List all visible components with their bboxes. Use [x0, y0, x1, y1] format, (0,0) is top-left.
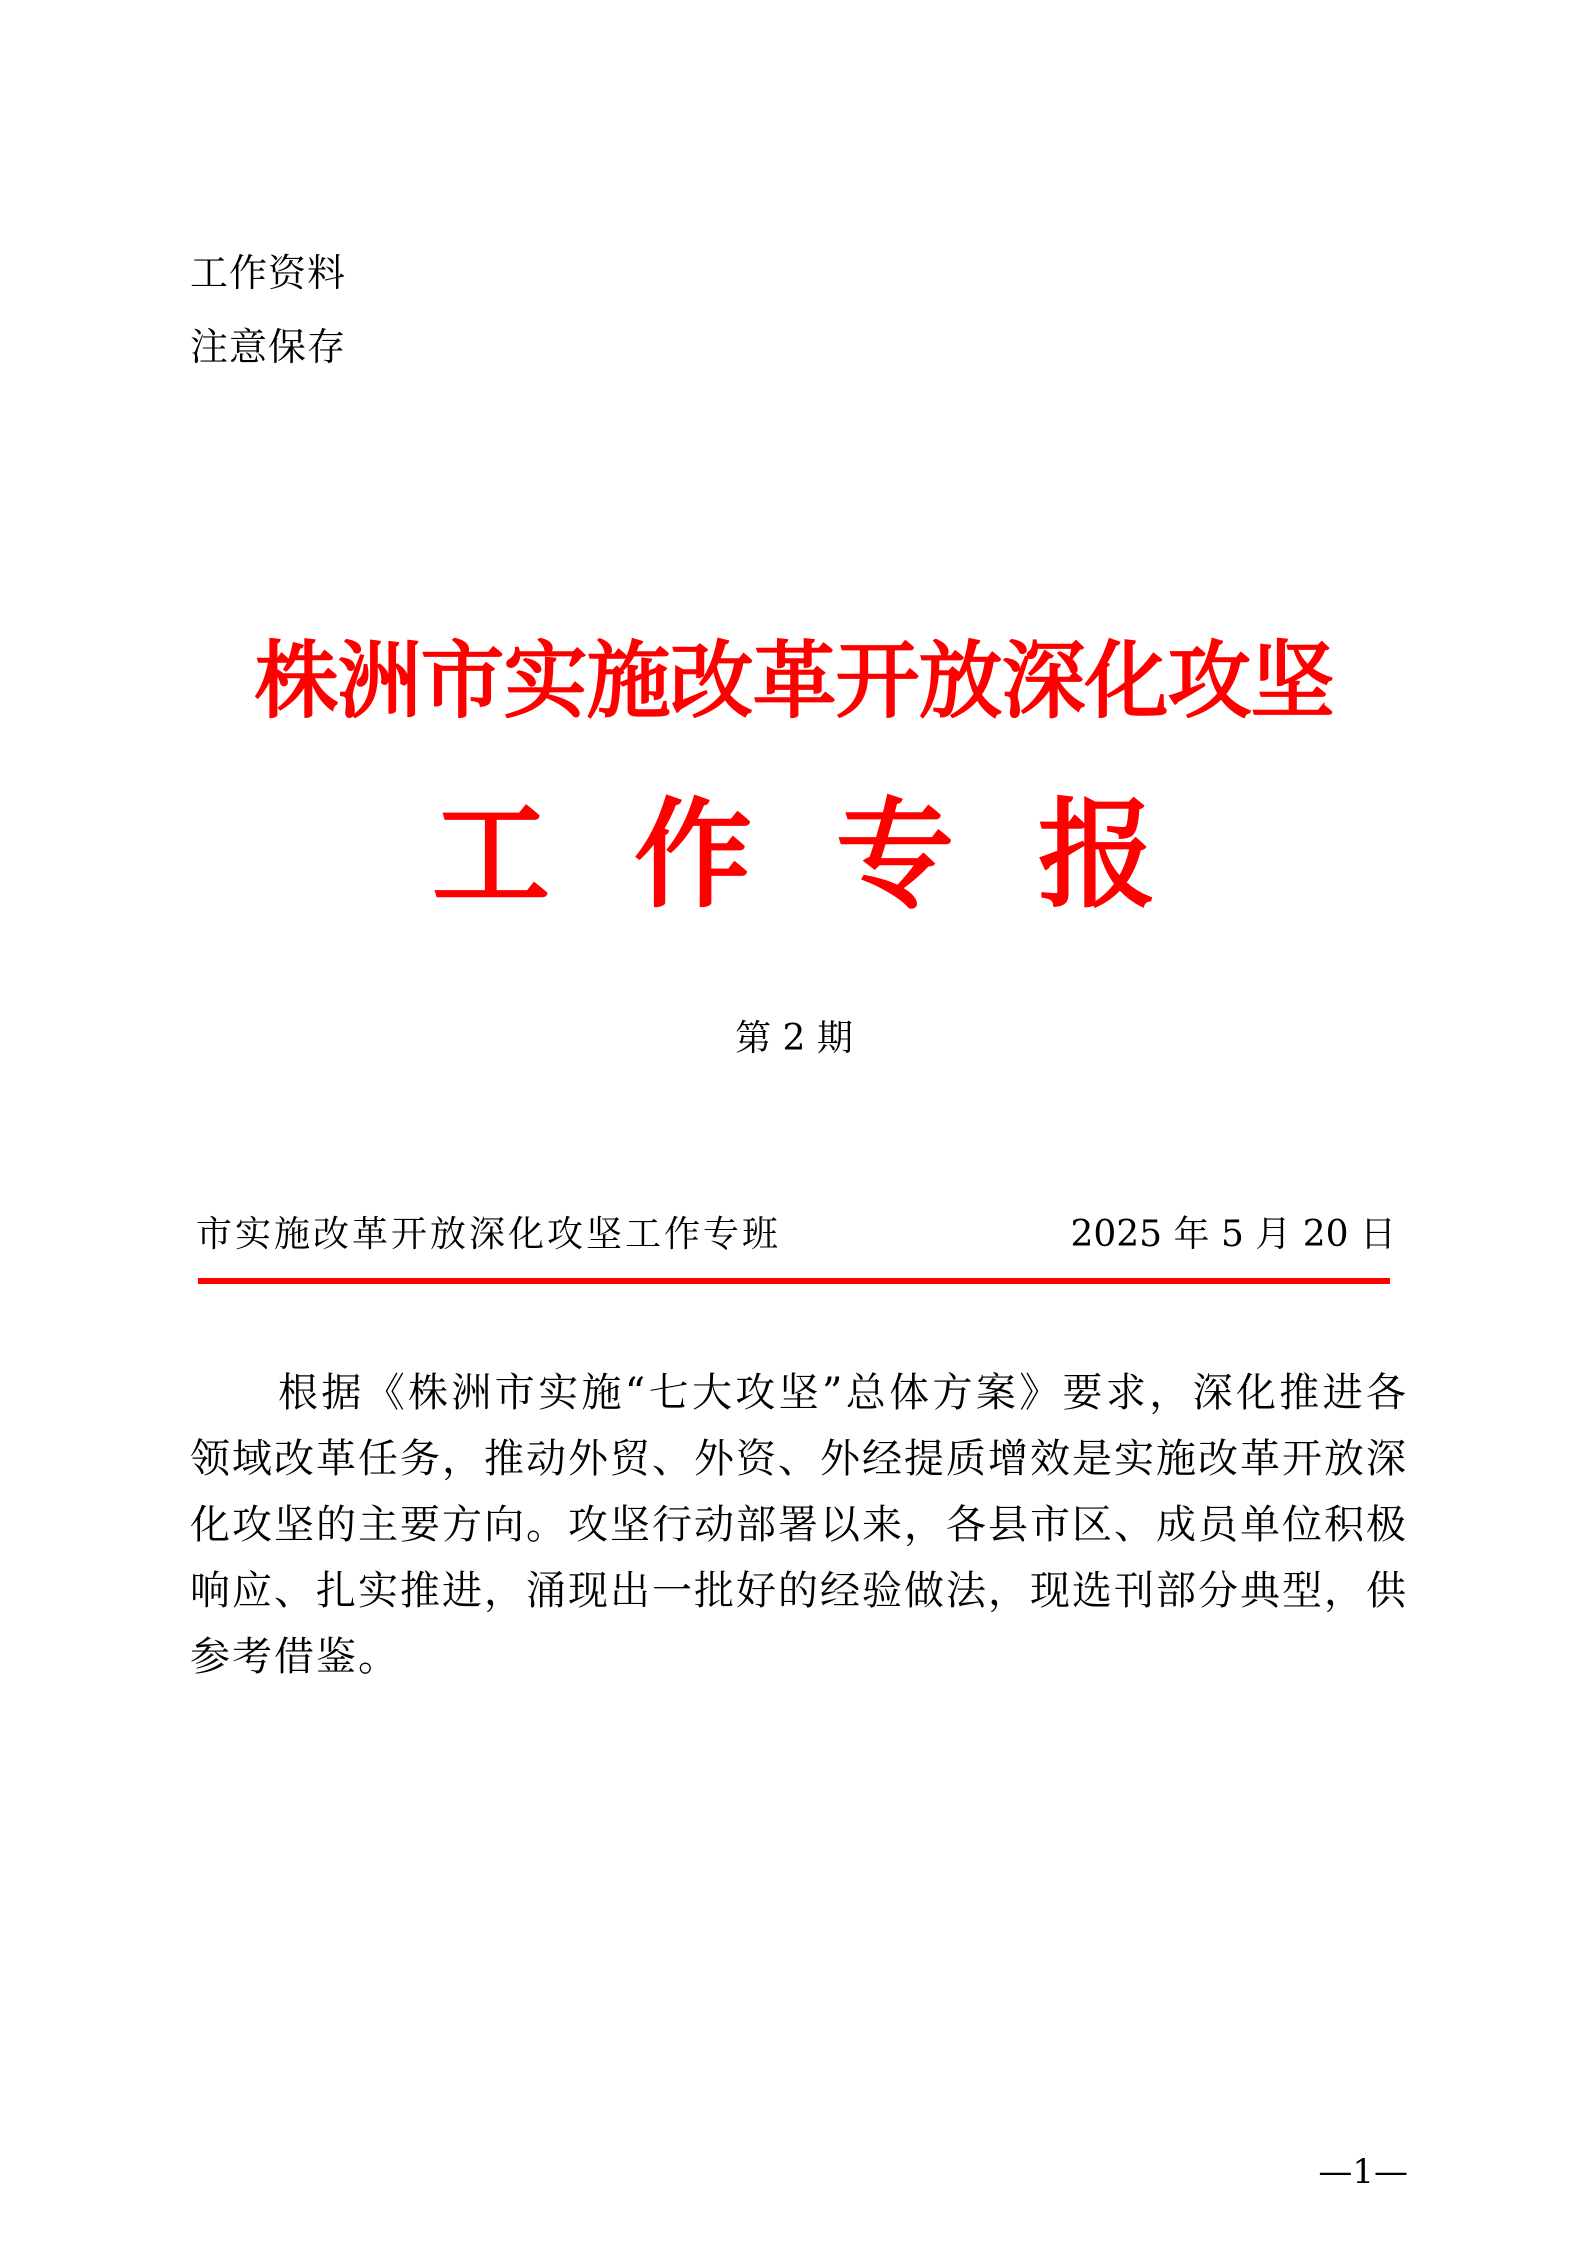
document-label-working-material: 工作资料 [190, 251, 347, 295]
red-separator-rule [198, 1278, 1390, 1284]
issue-number: 第 2 期 [735, 1018, 853, 1059]
masthead-subtitle-char: 工 [432, 785, 551, 924]
document-label-keep-safe: 注意保存 [190, 325, 347, 369]
masthead-subtitle [0, 785, 1588, 925]
masthead-subtitle-char: 专 [836, 785, 955, 924]
masthead-subtitle-char: 作 [634, 785, 753, 924]
publication-date: 2025 年 5 月 20 日 [1070, 1214, 1396, 1255]
issuing-office: 市实施改革开放深化攻坚工作专班 [196, 1214, 782, 1255]
masthead-subtitle-char: 报 [1038, 785, 1157, 924]
masthead-title: 株洲市实施改革开放深化攻坚 [254, 631, 1334, 730]
body-paragraph: 根据《株洲市实施“七大攻坚”总体方案》要求，深化推进各领域改革任务，推动外贸、外资、外经提质增效是实施改革开放深化攻坚的主要方向。攻坚行动部署以来，各县市区、成员单位积极响应、扎实推进，涌现出一批好的经验做法，现选刊部分典型，供参考借鉴。 [190, 1370, 1408, 1680]
page-number: —1— [1318, 2152, 1408, 2192]
